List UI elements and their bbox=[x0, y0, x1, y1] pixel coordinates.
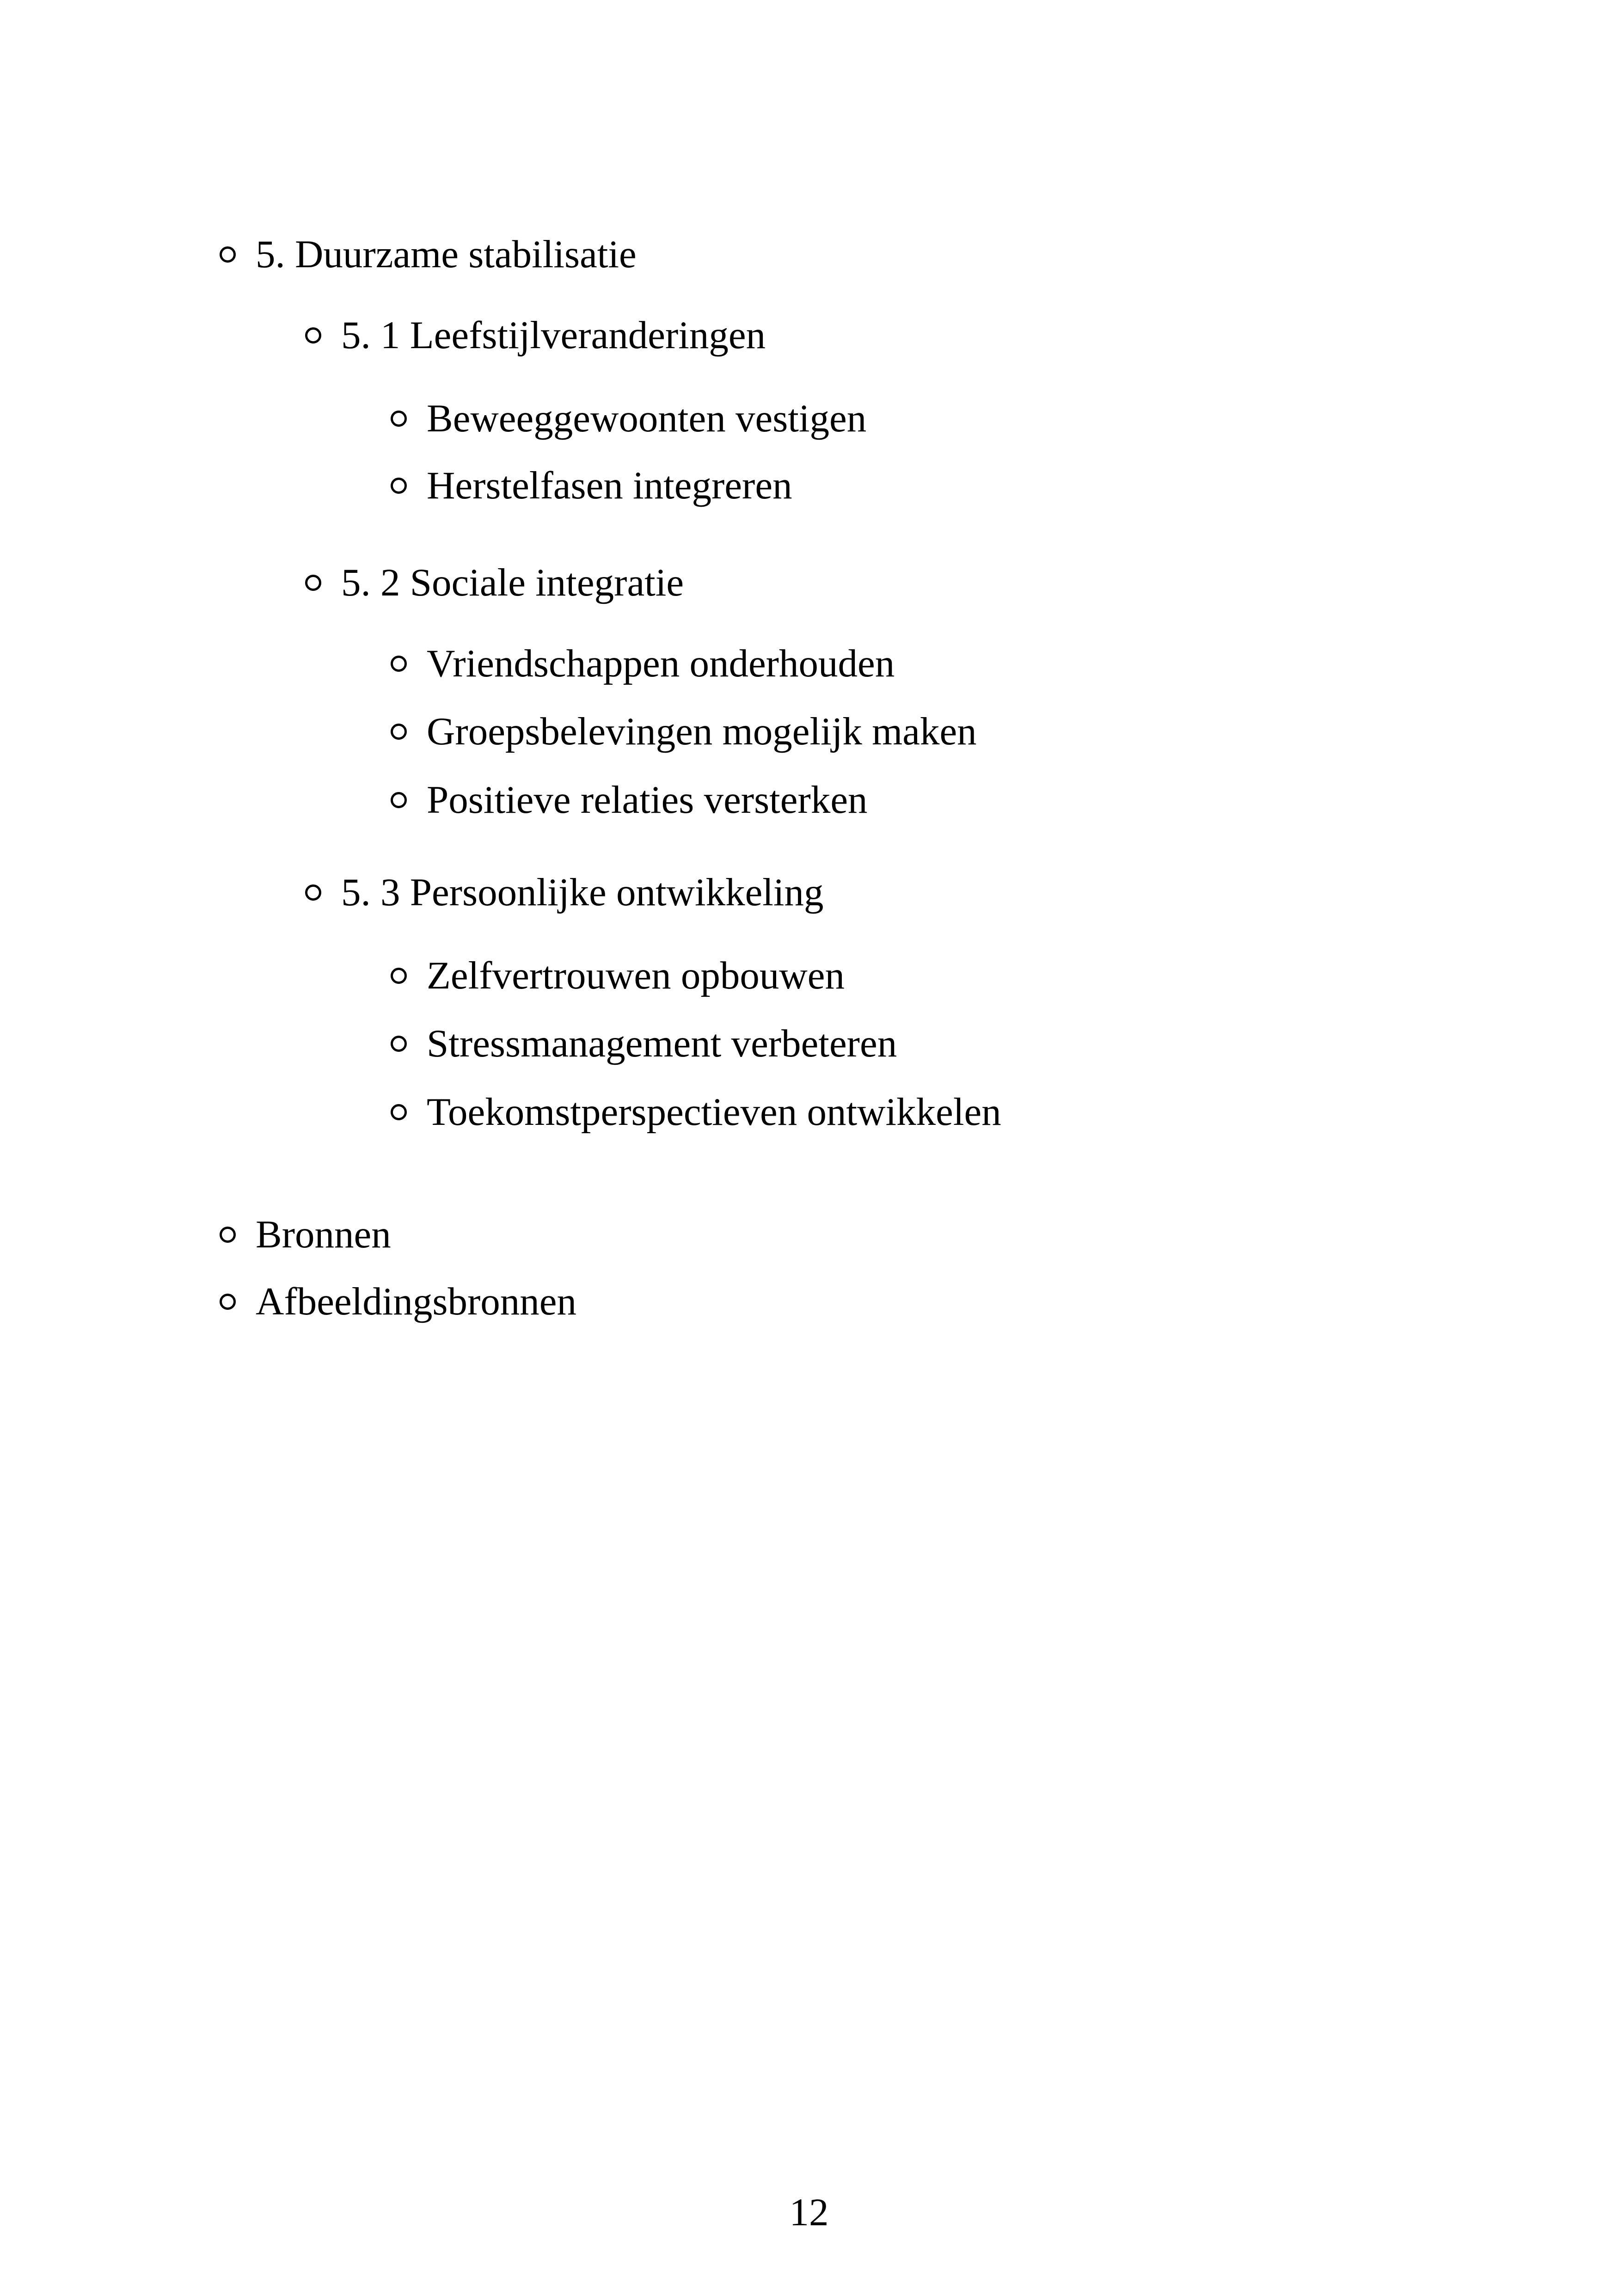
toc-item-5-2[interactable] bbox=[305, 559, 684, 606]
toc-item-label: 5. 1 Leefstijlveranderingen bbox=[341, 313, 766, 357]
toc-item-zelfvertrouwen[interactable] bbox=[391, 952, 845, 999]
toc-item-label: Zelfvertrouwen opbouwen bbox=[427, 954, 845, 997]
toc-item-bronnen[interactable] bbox=[220, 1211, 391, 1258]
toc-item-afbeeldingsbronnen[interactable] bbox=[220, 1278, 576, 1325]
circle-bullet-icon bbox=[220, 1227, 236, 1243]
toc-item-label: Afbeeldingsbronnen bbox=[256, 1280, 576, 1323]
toc-item-label: 5. 2 Sociale integratie bbox=[341, 561, 684, 604]
toc-item-section-5[interactable] bbox=[220, 231, 637, 277]
toc-item-label: Vriendschappen onderhouden bbox=[427, 642, 895, 685]
toc-item-label: Bronnen bbox=[256, 1213, 391, 1256]
circle-bullet-icon bbox=[391, 1104, 407, 1120]
toc-item-beweeggewoonten[interactable] bbox=[391, 395, 866, 442]
toc-item-stressmanagement[interactable] bbox=[391, 1020, 897, 1067]
page-number: 12 bbox=[789, 2191, 829, 2234]
toc-item-label: 5. Duurzame stabilisatie bbox=[256, 233, 637, 276]
circle-bullet-icon bbox=[391, 792, 407, 808]
toc-item-positieve-relaties[interactable] bbox=[391, 777, 868, 823]
toc-item-label: Stressmanagement verbeteren bbox=[427, 1022, 897, 1065]
toc-item-label: Beweeggewoonten vestigen bbox=[427, 397, 867, 440]
toc-item-label: Herstelfasen integreren bbox=[427, 464, 792, 507]
circle-bullet-icon bbox=[305, 575, 321, 591]
toc-item-label: Toekomstperspectieven ontwikkelen bbox=[427, 1090, 1001, 1134]
circle-bullet-icon bbox=[391, 478, 407, 494]
circle-bullet-icon bbox=[220, 246, 236, 263]
circle-bullet-icon bbox=[305, 327, 321, 344]
toc-item-herstelfasen[interactable] bbox=[391, 462, 792, 509]
toc-item-vriendschappen[interactable] bbox=[391, 640, 895, 687]
circle-bullet-icon bbox=[391, 968, 407, 984]
circle-bullet-icon bbox=[391, 411, 407, 427]
toc-item-groepsbelevingen[interactable] bbox=[391, 708, 977, 755]
toc-item-toekomstperspectieven[interactable] bbox=[391, 1089, 1001, 1135]
circle-bullet-icon bbox=[391, 656, 407, 672]
circle-bullet-icon bbox=[305, 884, 321, 901]
toc-item-label: Positieve relaties versterken bbox=[427, 778, 868, 822]
circle-bullet-icon bbox=[391, 724, 407, 740]
toc-item-label: Groepsbelevingen mogelijk maken bbox=[427, 710, 977, 753]
circle-bullet-icon bbox=[391, 1036, 407, 1052]
toc-item-5-3[interactable] bbox=[305, 869, 824, 915]
toc-item-label: 5. 3 Persoonlijke ontwikkeling bbox=[341, 871, 824, 914]
circle-bullet-icon bbox=[220, 1294, 236, 1310]
toc-item-5-1[interactable] bbox=[305, 312, 766, 358]
